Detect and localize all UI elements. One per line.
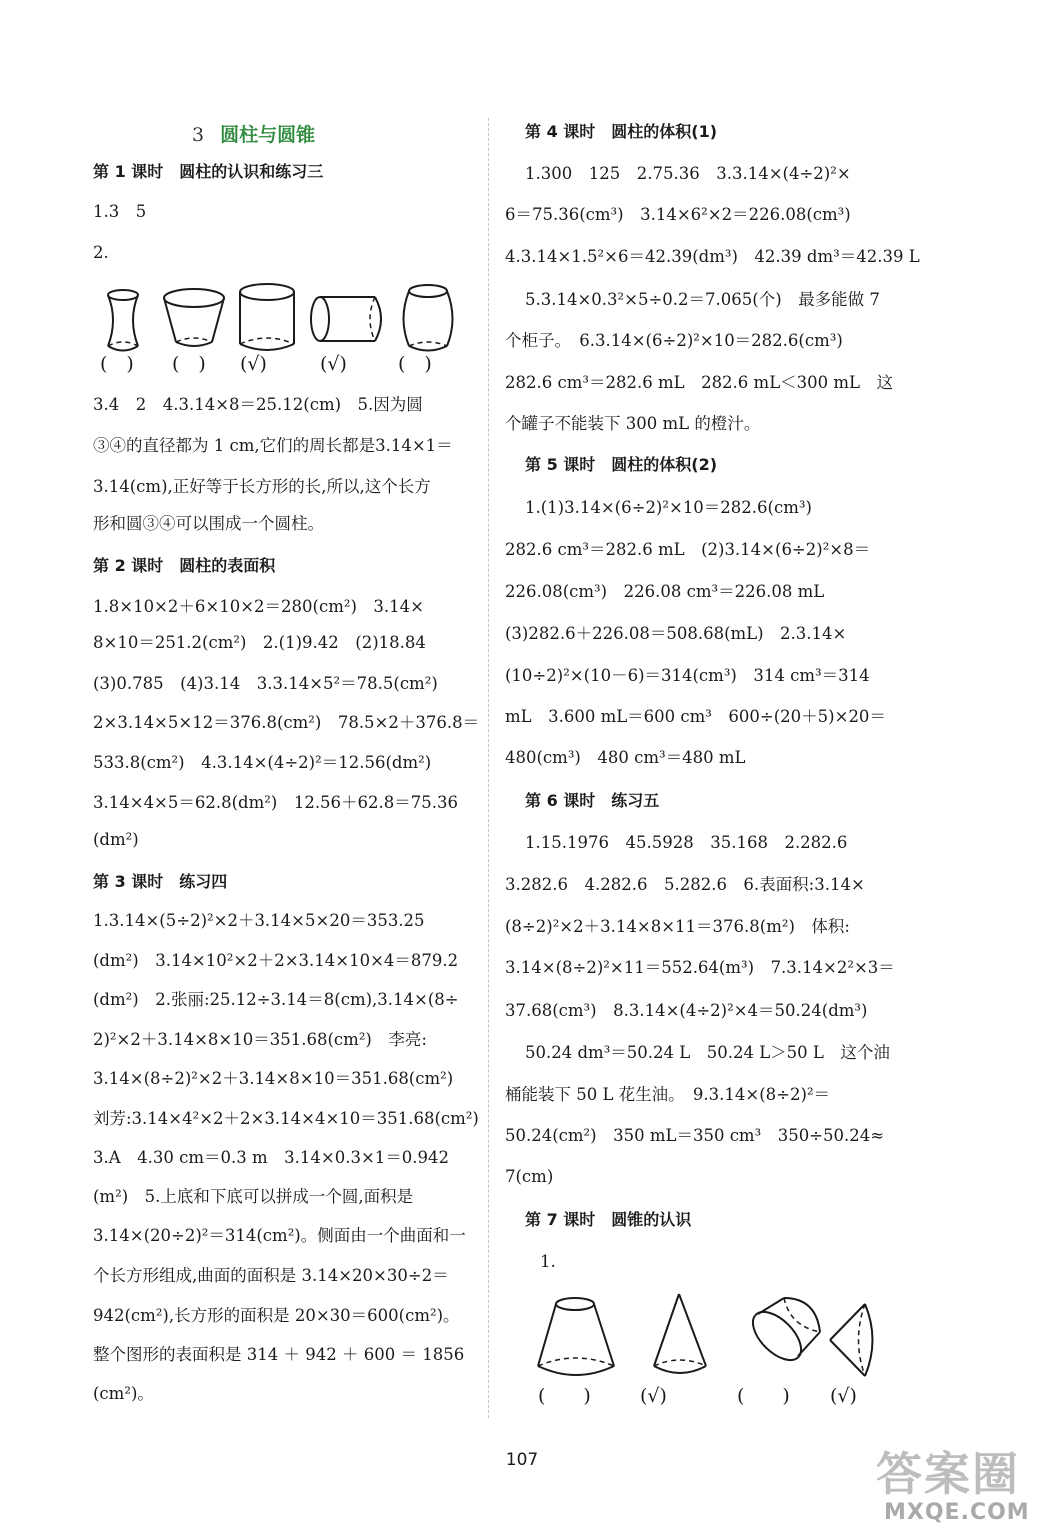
answer-line: 个罐子不能装下 300 mL 的橙汁。 [505,414,761,433]
answer-line: (3)0.785 (4)3.14 3.3.14×5²＝78.5(cm²) [93,674,438,693]
figure-answer: ( ) [172,353,206,375]
cone-figures [530,1290,910,1390]
answer-line: (3)282.6＋226.08＝508.68(mL) 2.3.14× [505,624,847,643]
answer-line: 3.14×4×5＝62.8(dm²) 12.56＋62.8＝75.36 [93,793,459,812]
answer-line: 1.3.14×(5÷2)²×2＋3.14×5×20＝353.25 [93,911,425,930]
chapter-title: 圆柱与圆锥 [220,124,316,146]
watermark-text: MXQE.COM [884,1500,1030,1525]
answer-line: 3.14×(20÷2)²＝314(cm²)。侧面由一个曲面和一 [93,1226,466,1245]
answer-line: 刘芳:3.14×4²×2＋2×3.14×4×10＝351.68(cm²) [93,1109,479,1128]
figure-cylinder-upright [240,284,294,350]
answer-line: 4.3.14×1.5²×6＝42.39(dm³) 42.39 dm³＝42.39 L [505,247,920,266]
page-number: 107 [505,1450,539,1470]
answer-line: (dm²) 3.14×10²×2＋2×3.14×10×4＝879.2 [93,951,459,970]
answer-line: 942(cm²),长方形的面积是 20×30＝600(cm²)。 [93,1306,460,1325]
answer-line: (cm²)。 [93,1384,154,1403]
chapter-heading [192,120,315,147]
answer-line: 8×10＝251.2(cm²) 2.(1)9.42 (2)18.84 [93,633,426,652]
lesson-5-heading: 第 5 课时 圆柱的体积(2) [525,455,718,474]
answer-line: 整个图形的表面积是 314 ＋ 942 ＋ 600 ＝ 1856 [93,1345,465,1364]
answer-line: mL 3.600 mL＝600 cm³ 600÷(20＋5)×20＝ [505,707,886,726]
figure-answer: ( ) [398,353,432,375]
answer-line: 3.282.6 4.282.6 5.282.6 6.表面积:3.14× [505,875,865,894]
answer-line: 37.68(cm³) 8.3.14×(4÷2)²×4＝50.24(dm³) [505,1001,868,1020]
answer-line: 533.8(cm²) 4.3.14×(4÷2)²＝12.56(dm²) [93,753,432,772]
figure-answer: (√) [640,1385,667,1407]
figure-answer: ( ) [737,1385,790,1407]
answer-line: 50.24(cm²) 350 mL＝350 cm³ 350÷50.24≈ [505,1126,885,1145]
answer-line: 个长方形组成,曲面的面积是 3.14×20×30÷2＝ [93,1266,449,1285]
answer-line: 3.14×(8÷2)²×11＝552.64(m³) 7.3.14×2²×3＝ [505,958,895,977]
answer-line: 3.14(cm),正好等于长方形的长,所以,这个长方 [93,477,431,496]
answer-line: 2. [93,243,109,262]
answer-line: 3.4 2 4.3.14×8＝25.12(cm) 5.因为圆 [93,395,423,414]
answer-line: ③④的直径都为 1 cm,它们的周长都是3.14×1＝ [93,436,453,455]
answer-line: 1.8×10×2＋6×10×2＝280(cm²) 3.14× [93,597,424,616]
answer-line: 5.3.14×0.3²×5÷0.2＝7.065(个) 最多能做 7 [525,290,880,309]
answer-line: 1. [540,1252,556,1271]
answer-line: 6＝75.36(cm³) 3.14×6²×2＝226.08(cm³) [505,205,851,224]
chapter-number: 3 [192,124,205,146]
answer-line: 226.08(cm³) 226.08 cm³＝226.08 mL [505,582,825,601]
answer-line: (10÷2)²×(10－6)＝314(cm³) 314 cm³＝314 [505,666,870,685]
answer-line: 2)²×2＋3.14×8×10＝351.68(cm²) 李亮: [93,1030,427,1049]
figure-tilted-frustum [744,1298,820,1369]
figure-answer: ( ) [538,1385,591,1407]
answer-line: 个柜子。 6.3.14×(6÷2)²×10＝282.6(cm³) [505,331,843,350]
figure-hourglass [108,290,138,351]
answer-line: 3.14×(8÷2)²×2＋3.14×8×10＝351.68(cm²) [93,1069,454,1088]
answer-line: 480(cm³) 480 cm³＝480 mL [505,748,746,767]
answer-line: 1.15.1976 45.5928 35.168 2.282.6 [525,833,848,852]
answer-line: 282.6 cm³＝282.6 mL 282.6 mL＜300 mL 这 [505,373,893,392]
figure-answer: (√) [240,353,267,375]
figure-answer: (√) [830,1385,857,1407]
answer-line: 282.6 cm³＝282.6 mL (2)3.14×(6÷2)²×8＝ [505,540,871,559]
figure-bucket [164,289,224,346]
lesson-3-heading: 第 3 课时 练习四 [93,872,228,891]
figure-sideways-cone [830,1304,873,1376]
answer-line: 1.300 125 2.75.36 3.3.14×(4÷2)²× [525,164,851,183]
answer-line: 2×3.14×5×12＝376.8(cm²) 78.5×2＋376.8＝ [93,713,480,732]
lesson-7-heading: 第 7 课时 圆锥的认识 [525,1210,692,1229]
answer-line: 桶能装下 50 L 花生油。 9.3.14×(8÷2)²＝ [505,1085,831,1104]
answer-line: 1.3 5 [93,202,147,221]
figure-answer: ( ) [100,353,134,375]
answer-line: 50.24 dm³＝50.24 L 50.24 L＞50 L 这个油 [525,1043,890,1062]
figure-cylinder-horizontal [311,297,381,341]
answer-line: (dm²) 2.张丽:25.12÷3.14＝8(cm),3.14×(8÷ [93,990,459,1009]
lesson-1-heading: 第 1 课时 圆柱的认识和练习三 [93,162,324,181]
answer-line: 1.(1)3.14×(6÷2)²×10＝282.6(cm³) [525,498,812,517]
figure-cone [654,1294,706,1373]
answer-line: 形和圆③④可以围成一个圆柱。 [93,514,324,533]
answer-line: 7(cm) [505,1167,554,1186]
lesson-2-heading: 第 2 课时 圆柱的表面积 [93,556,276,575]
watermark-logo: 答案圈 [876,1447,1020,1501]
figure-answer: (√) [320,353,347,375]
answer-line: (m²) 5.上底和下底可以拼成一个圆,面积是 [93,1187,414,1206]
lesson-6-heading: 第 6 课时 练习五 [525,791,660,810]
answer-line: (8÷2)²×2＋3.14×8×11＝376.8(m²) 体积: [505,917,850,936]
figure-barrel [404,285,453,351]
answer-line: 3.A 4.30 cm＝0.3 m 3.14×0.3×1＝0.942 [93,1148,450,1167]
column-divider [488,118,489,1418]
figure-frustum [538,1298,614,1375]
answer-line: (dm²) [93,830,139,849]
lesson-4-heading: 第 4 课时 圆柱的体积(1) [525,122,718,141]
